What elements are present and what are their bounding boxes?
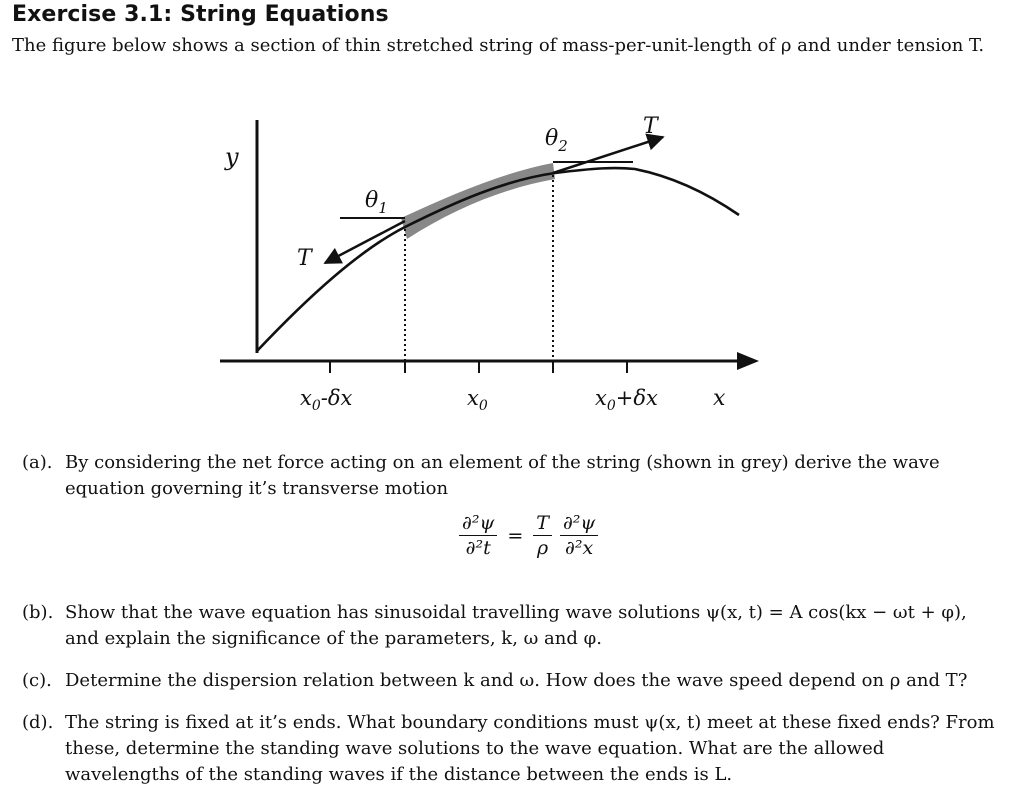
rhs-numerator: ∂²ψ (560, 512, 598, 536)
tick-label-x0-plus-dx: $x_0+\delta x$ (595, 386, 658, 414)
intro-text: The figure below shows a section of thin stretched string of mass-per-unit-length of ρ and under tension T. (12, 35, 985, 56)
tension-arrow-left (325, 221, 405, 263)
y-axis-label: y (225, 143, 239, 171)
theta1-label: $\theta_1$ (365, 188, 388, 217)
question-b-text: Show that the wave equation has sinusoidal travelling wave solutions ψ(x, t) = A cos(kx − ωt + φ), and explain the significance of the parameters, k, ω and φ. (65, 602, 967, 649)
question-a-label: (a). (22, 452, 53, 473)
question-c-label: (c). (22, 670, 52, 691)
tension-label-left: T (297, 246, 312, 271)
rhs-fraction (560, 512, 598, 559)
tension-label-right: T (643, 114, 658, 139)
x-axis-label: x (713, 386, 726, 411)
wave-equation (455, 512, 602, 559)
coefficient-fraction (533, 512, 552, 559)
coefficient-numerator: T (533, 512, 552, 536)
question-d-label: (d). (22, 712, 54, 733)
tick-label-x0: $x_0$ (467, 386, 488, 414)
theta2-label: $\theta_2$ (545, 126, 568, 155)
string-figure (215, 105, 775, 415)
coefficient-denominator: ρ (537, 537, 549, 559)
grey-string-element (401, 163, 555, 239)
lhs-fraction (459, 512, 497, 559)
rhs-denominator: ∂²x (565, 537, 594, 559)
question-a-text: By considering the net force acting on an element of the string (shown in grey) derive the wave equation governing it’s transverse motion (65, 452, 940, 499)
question-b-label: (b). (22, 602, 54, 623)
lhs-denominator: ∂²t (465, 537, 491, 559)
question-c-text: Determine the dispersion relation between k and ω. How does the wave speed depend on ρ and T? (65, 670, 968, 691)
equals-sign: = (507, 524, 524, 547)
x-axis-arrowhead (737, 352, 759, 370)
lhs-numerator: ∂²ψ (459, 512, 497, 536)
question-d-text: The string is fixed at it’s ends. What boundary conditions must ψ(x, t) meet at these fixed ends? From these, determine the standing wave solutions to the wave equation. What are the allowed wavelengths of the standing waves if the distance between the ends is L. (65, 712, 995, 785)
tick-label-x0-minus-dx: $x_0-\delta x$ (300, 386, 353, 414)
exercise-title: Exercise 3.1: String Equations (12, 2, 389, 27)
